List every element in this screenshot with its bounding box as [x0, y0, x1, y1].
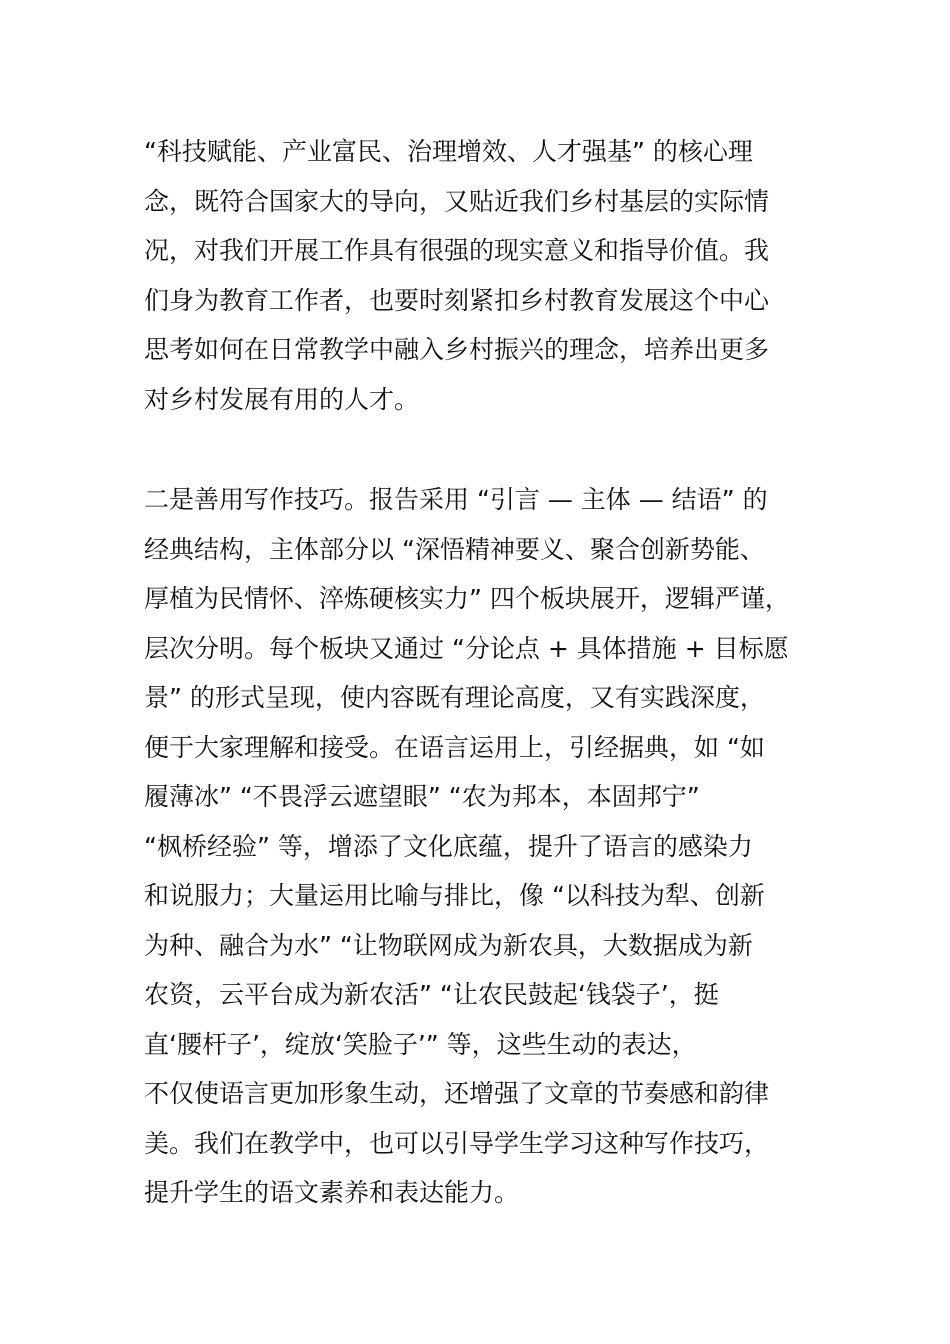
text-line: 念，既符合国家大的导向，又贴近我们乡村基层的实际情 — [144, 186, 770, 216]
text-line: 经典结构，主体部分以 “深悟精神要义、聚合创新势能、 — [144, 534, 765, 564]
text-line: “科技赋能、产业富民、治理增效、人才强基” 的核心理 — [144, 137, 753, 166]
text-line: 农资，云平台成为新农活” “让农民鼓起‘钱袋子’，挺 — [144, 980, 719, 1009]
paragraph-2 — [144, 475, 834, 1218]
text-line: 美。我们在教学中，也可以引导学生学习这种写作技巧， — [144, 1128, 770, 1158]
text-line: 便于大家理解和接受。在语言运用上，引经据典，如 “如 — [144, 732, 765, 762]
text-line: 二是善用写作技巧。报告采用 “引言 — 主体 — 结语” 的 — [144, 485, 768, 514]
paragraph-1 — [144, 127, 834, 424]
text-line: 思考如何在日常教学中融入乡村振兴的理念，培养出更多 — [144, 335, 770, 364]
text-line: 景” 的形式呈现，使内容既有理论高度，又有实践深度， — [144, 683, 765, 712]
text-line: 为种、融合为水” “让物联网成为新农具，大数据成为新 — [144, 930, 753, 960]
text-line: 况，对我们开展工作具有很强的现实意义和指导价值。我 — [144, 236, 770, 265]
text-line: 直‘腰杆子’，绽放‘笑脸子’” 等，这些生动的表达， — [144, 1029, 697, 1059]
text-line: 不仅使语言更加形象生动，还增强了文章的节奏感和韵律 — [144, 1079, 770, 1108]
text-line: 对乡村发展有用的人才。 — [144, 384, 420, 414]
text-line: “枫桥经验” 等，增添了文化底蕴，提升了语言的感染力 — [144, 831, 753, 861]
text-line: 厚植为民情怀、淬炼硬核实力” 四个板块展开，逻辑严谨， — [144, 584, 790, 613]
text-line: 们身为教育工作者，也要时刻紧扣乡村教育发展这个中心 — [144, 285, 770, 315]
text-line: 履薄冰” “不畏浮云遮望眼” “农为邦本，本固邦宁” — [144, 782, 700, 811]
text-line: 层次分明。每个板块又通过 “分论点 + 具体措施 + 目标愿 — [144, 633, 789, 663]
text-line: 提升学生的语文素养和表达能力。 — [144, 1178, 520, 1207]
text-line: 和说服力；大量运用比喻与排比，像 “以科技为犁、创新 — [144, 881, 765, 910]
